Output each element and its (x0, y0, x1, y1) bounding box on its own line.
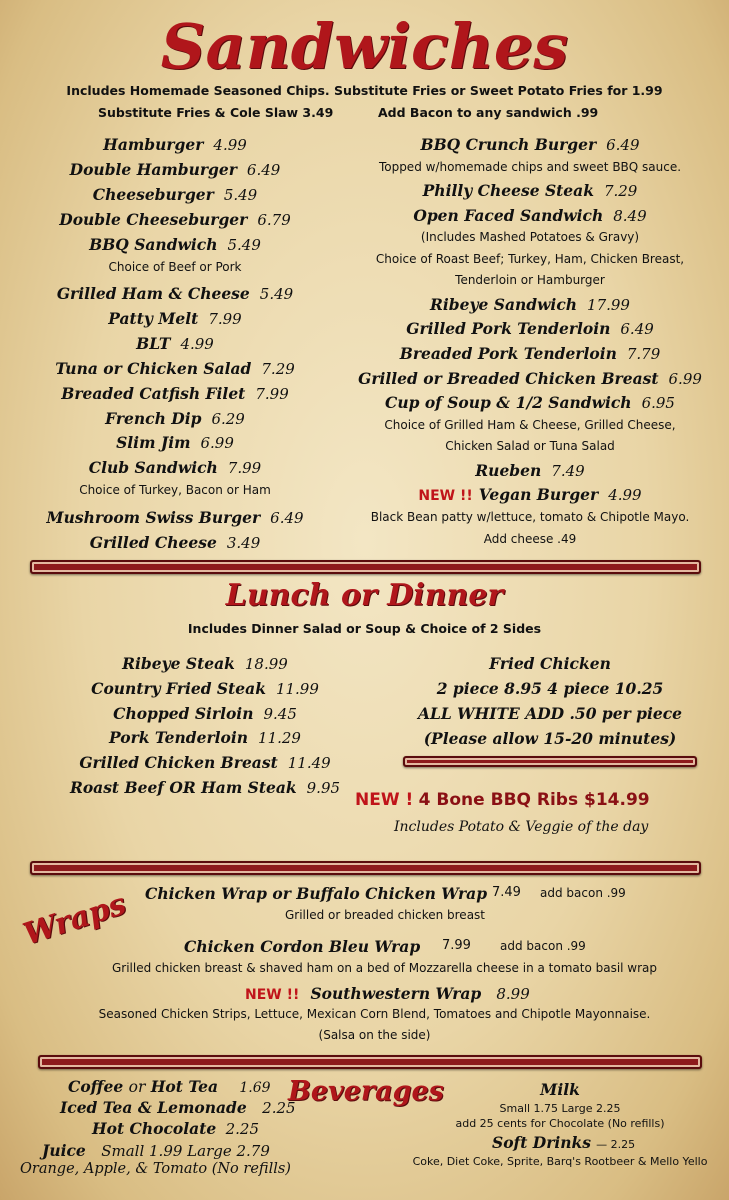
ribs-name: 4 Bone BBQ Ribs $14.99 (418, 790, 650, 810)
menu-item (0, 508, 375, 527)
menu-item (0, 309, 375, 328)
menu-item-name: Club Sandwich (88, 458, 218, 478)
coffee-line (68, 1077, 271, 1096)
iced-tea-name: Iced Tea & Lemonade (60, 1098, 247, 1117)
menu-item (5, 704, 405, 723)
menu-item (0, 235, 375, 254)
wrap-item-price: 7.99 (442, 938, 471, 953)
sandwiches-info-line2b: Add Bacon to any sandwich .99 (378, 105, 599, 120)
menu-item (330, 461, 729, 480)
menu-item-name: Hamburger (103, 135, 204, 154)
menu-item (0, 458, 375, 477)
menu-item (0, 359, 375, 378)
soft-drinks-name: Soft Drinks (492, 1133, 591, 1152)
menu-item (0, 135, 375, 154)
soft-drinks-line (492, 1133, 635, 1152)
divider-bar (38, 1055, 702, 1069)
menu-item-name: Grilled Ham & Cheese (56, 284, 250, 303)
menu-item (0, 533, 375, 552)
menu-item-name: Ribeye Steak (122, 654, 235, 673)
menu-item-price: 7.79 (626, 345, 661, 363)
menu-item-name: Cup of Soup & 1/2 Sandwich (385, 393, 632, 413)
divider-bar-small (403, 756, 697, 767)
hot-chocolate-price: 2.25 (225, 1120, 260, 1138)
juice-line (42, 1141, 270, 1160)
menu-item-price: 6.79 (257, 210, 291, 229)
hot-chocolate-line (92, 1119, 259, 1138)
menu-item (330, 181, 729, 200)
menu-item-name: Grilled or Breaded Chicken Breast (358, 368, 659, 388)
menu-item-price: 4.99 (608, 486, 642, 505)
wrap-item-note: Grilled or breaded chicken breast (284, 908, 486, 922)
menu-item-price: 11.49 (287, 754, 331, 773)
menu-item-name: Philly Cheese Steak (422, 181, 594, 201)
soft-drinks-note: Coke, Diet Coke, Sprite, Barq's Rootbeer & Mello Yello (412, 1155, 708, 1168)
wrap-item-price: 7.49 (492, 885, 521, 900)
menu-item-price: 7.29 (603, 182, 638, 201)
menu-item-note: Black Bean patty w/lettuce, tomato & Chipotle Mayo. (370, 510, 690, 524)
menu-item-name: Tuna or Chicken Salad (55, 358, 252, 378)
soft-drinks-price: — 2.25 (596, 1138, 636, 1151)
menu-item (0, 334, 375, 353)
menu-item-price: 3.49 (226, 533, 261, 552)
menu-item (0, 210, 375, 229)
iced-tea-line (60, 1098, 296, 1117)
menu-item-name: Pork Tenderloin (109, 728, 249, 748)
menu-item-price: 17.99 (587, 295, 630, 314)
menu-item-price: 4.99 (180, 334, 214, 353)
menu-item-note: Tenderloin or Hamburger (455, 273, 605, 288)
menu-item-name: Roast Beef OR Ham Steak (69, 778, 297, 797)
menu-item-price: 9.95 (306, 779, 341, 797)
menu-item-price: 11.99 (275, 679, 319, 698)
menu-item-price: 6.95 (641, 394, 675, 413)
menu-item (330, 344, 729, 363)
iced-tea-price: 2.25 (262, 1099, 296, 1117)
coffee-price: 1.69 (239, 1080, 271, 1096)
menu-item (0, 160, 375, 179)
menu-item (0, 284, 375, 303)
menu-item-note: Choice of Beef or Pork (108, 259, 242, 274)
new-badge: NEW !! (245, 987, 300, 1003)
coffee-name2: Hot Tea (150, 1077, 218, 1096)
menu-item-note: Choice of Turkey, Bacon or Ham (79, 483, 271, 498)
menu-item-price: 6.99 (200, 434, 234, 453)
menu-item (330, 319, 729, 338)
wrap-item-note: Seasoned Chicken Strips, Lettuce, Mexican Corn Blend, Tomatoes and Chipotle Mayonnaise. (98, 1007, 651, 1021)
menu-item-name: Grilled Chicken Breast (79, 753, 278, 773)
wrap-item-note: (Salsa on the side) (318, 1028, 431, 1042)
menu-item-name: Rueben (475, 460, 542, 480)
wrap-item-note: Grilled chicken breast & shaved ham on a bed of Mozzarella cheese in a tomato basil wrap (111, 961, 658, 975)
menu-item-note: Choice of Grilled Ham & Cheese, Grilled Cheese, (384, 417, 676, 432)
menu-item (5, 778, 405, 797)
menu-item-name: Grilled Cheese (89, 532, 217, 552)
menu-item-note: Choice of Roast Beef; Turkey, Ham, Chicken Breast, (375, 251, 685, 266)
sandwiches-title: Sandwiches (160, 10, 569, 83)
menu-item-name: Ribeye Sandwich (430, 294, 578, 314)
menu-item-note: (Includes Mashed Potatoes & Gravy) (420, 230, 640, 245)
menu-item-note: Chicken Salad or Tuna Salad (445, 439, 615, 454)
menu-item-price: 6.49 (270, 508, 304, 527)
menu-item-price: 5.49 (259, 285, 294, 303)
menu-item-price: 11.29 (258, 729, 301, 748)
menu-item-price: 5.49 (223, 185, 258, 204)
menu-item (5, 753, 405, 772)
menu-item (5, 654, 405, 673)
menu-item-price: 5.49 (227, 235, 261, 254)
menu-item-price: 7.99 (227, 459, 262, 478)
menu-item (0, 384, 375, 403)
juice-name: Juice (42, 1141, 86, 1160)
menu-item-price: 7.99 (255, 384, 289, 403)
hot-chocolate-name: Hot Chocolate (92, 1119, 217, 1138)
menu-item-name: Mushroom Swiss Burger (46, 507, 261, 527)
fried-chicken-wait: (Please allow 15-20 minutes) (423, 729, 677, 748)
sandwiches-info-line1: Includes Homemade Seasoned Chips. Substitute Fries or Sweet Potato Fries for 1.99 (66, 83, 663, 98)
menu-item-name: Cheeseburger (92, 184, 214, 204)
juice-sizes: Small 1.99 Large 2.79 (101, 1142, 270, 1160)
menu-item-name: Open Faced Sandwich (413, 205, 604, 225)
menu-item-name: Double Hamburger (69, 159, 237, 179)
divider-bar (30, 861, 701, 875)
menu-item-price: 7.99 (208, 309, 242, 328)
menu-item-name: Breaded Pork Tenderloin (399, 344, 617, 363)
menu-item (0, 185, 375, 204)
menu-item (330, 135, 729, 154)
menu-item-name: Patty Melt (108, 308, 199, 328)
menu-item-name: Country Fried Steak (91, 678, 266, 698)
menu-item-price: 8.49 (613, 206, 647, 225)
menu-item-price: 6.99 (668, 369, 702, 388)
divider-bar (30, 560, 701, 574)
menu-item-price: 6.49 (606, 136, 640, 154)
menu-item-price: 6.29 (211, 409, 245, 428)
menu-item-price: 4.99 (213, 136, 247, 154)
menu-item-note: Add cheese .49 (483, 531, 577, 546)
juice-note: Orange, Apple, & Tomato (No refills) (20, 1161, 291, 1177)
ribs-line (355, 790, 650, 810)
milk-note: add 25 cents for Chocolate (No refills) (455, 1117, 665, 1130)
menu-item-note: Topped w/homemade chips and sweet BBQ sauce. (378, 159, 682, 174)
menu-item-name: Chopped Sirloin (113, 703, 254, 723)
wrap-item-line (245, 984, 530, 1003)
menu-item-name: French Dip (105, 408, 202, 428)
menu-item-name: Grilled Pork Tenderloin (406, 319, 611, 339)
menu-item-name: BLT (136, 333, 171, 353)
menu-item (330, 485, 729, 504)
new-badge: NEW ! (355, 790, 414, 810)
lunch-title: Lunch or Dinner (225, 578, 504, 613)
menu-item (0, 409, 375, 428)
menu-item-price: 7.49 (551, 461, 585, 480)
menu-item-price: 6.49 (620, 320, 654, 339)
fried-chicken-pieces: 2 piece 8.95 4 piece 10.25 (436, 679, 664, 698)
menu-item-name: Vegan Burger (478, 485, 599, 505)
wrap-item-name: Southwestern Wrap (310, 984, 482, 1003)
fried-chicken-white: ALL WHITE ADD .50 per piece (417, 704, 683, 723)
menu-item-price: 7.29 (261, 359, 295, 378)
wrap-item-name: Chicken Wrap or Buffalo Chicken Wrap (145, 884, 488, 903)
beverages-title: Beverages (288, 1076, 444, 1107)
menu-item-name: BBQ Crunch Burger (420, 135, 597, 154)
wraps-title: Wraps (19, 886, 131, 953)
menu-item-name: Double Cheeseburger (59, 209, 248, 229)
fried-chicken-title: Fried Chicken (489, 654, 611, 673)
milk-sizes: Small 1.75 Large 2.25 (499, 1102, 621, 1115)
menu-item (5, 679, 405, 698)
menu-item-name: Breaded Catfish Filet (61, 383, 246, 403)
menu-item (330, 206, 729, 225)
menu-item (330, 393, 729, 412)
menu-item-price: 6.49 (246, 160, 281, 179)
menu-item-price: 9.45 (263, 704, 297, 723)
coffee-or: or (128, 1078, 146, 1096)
coffee-name: Coffee (68, 1077, 124, 1096)
ribs-note: Includes Potato & Veggie of the day (394, 819, 649, 835)
menu-item (330, 295, 729, 314)
wrap-item-price: 8.99 (496, 985, 530, 1003)
menu-item (330, 369, 729, 388)
wrap-item-name: Chicken Cordon Bleu Wrap (184, 937, 421, 956)
lunch-info: Includes Dinner Salad or Soup & Choice of 2 Sides (187, 621, 542, 636)
menu-item (5, 728, 405, 747)
sandwiches-info-line2a: Substitute Fries & Cole Slaw 3.49 (98, 105, 334, 120)
menu-item (0, 433, 375, 452)
menu-item-name: BBQ Sandwich (89, 234, 218, 254)
menu-item-price: 18.99 (244, 655, 288, 673)
new-badge: NEW !! (418, 488, 473, 505)
wrap-item-extra: add bacon .99 (500, 939, 586, 953)
milk-title: Milk (540, 1080, 580, 1099)
wrap-item-extra: add bacon .99 (540, 886, 626, 900)
menu-item-name: Slim Jim (116, 433, 191, 453)
